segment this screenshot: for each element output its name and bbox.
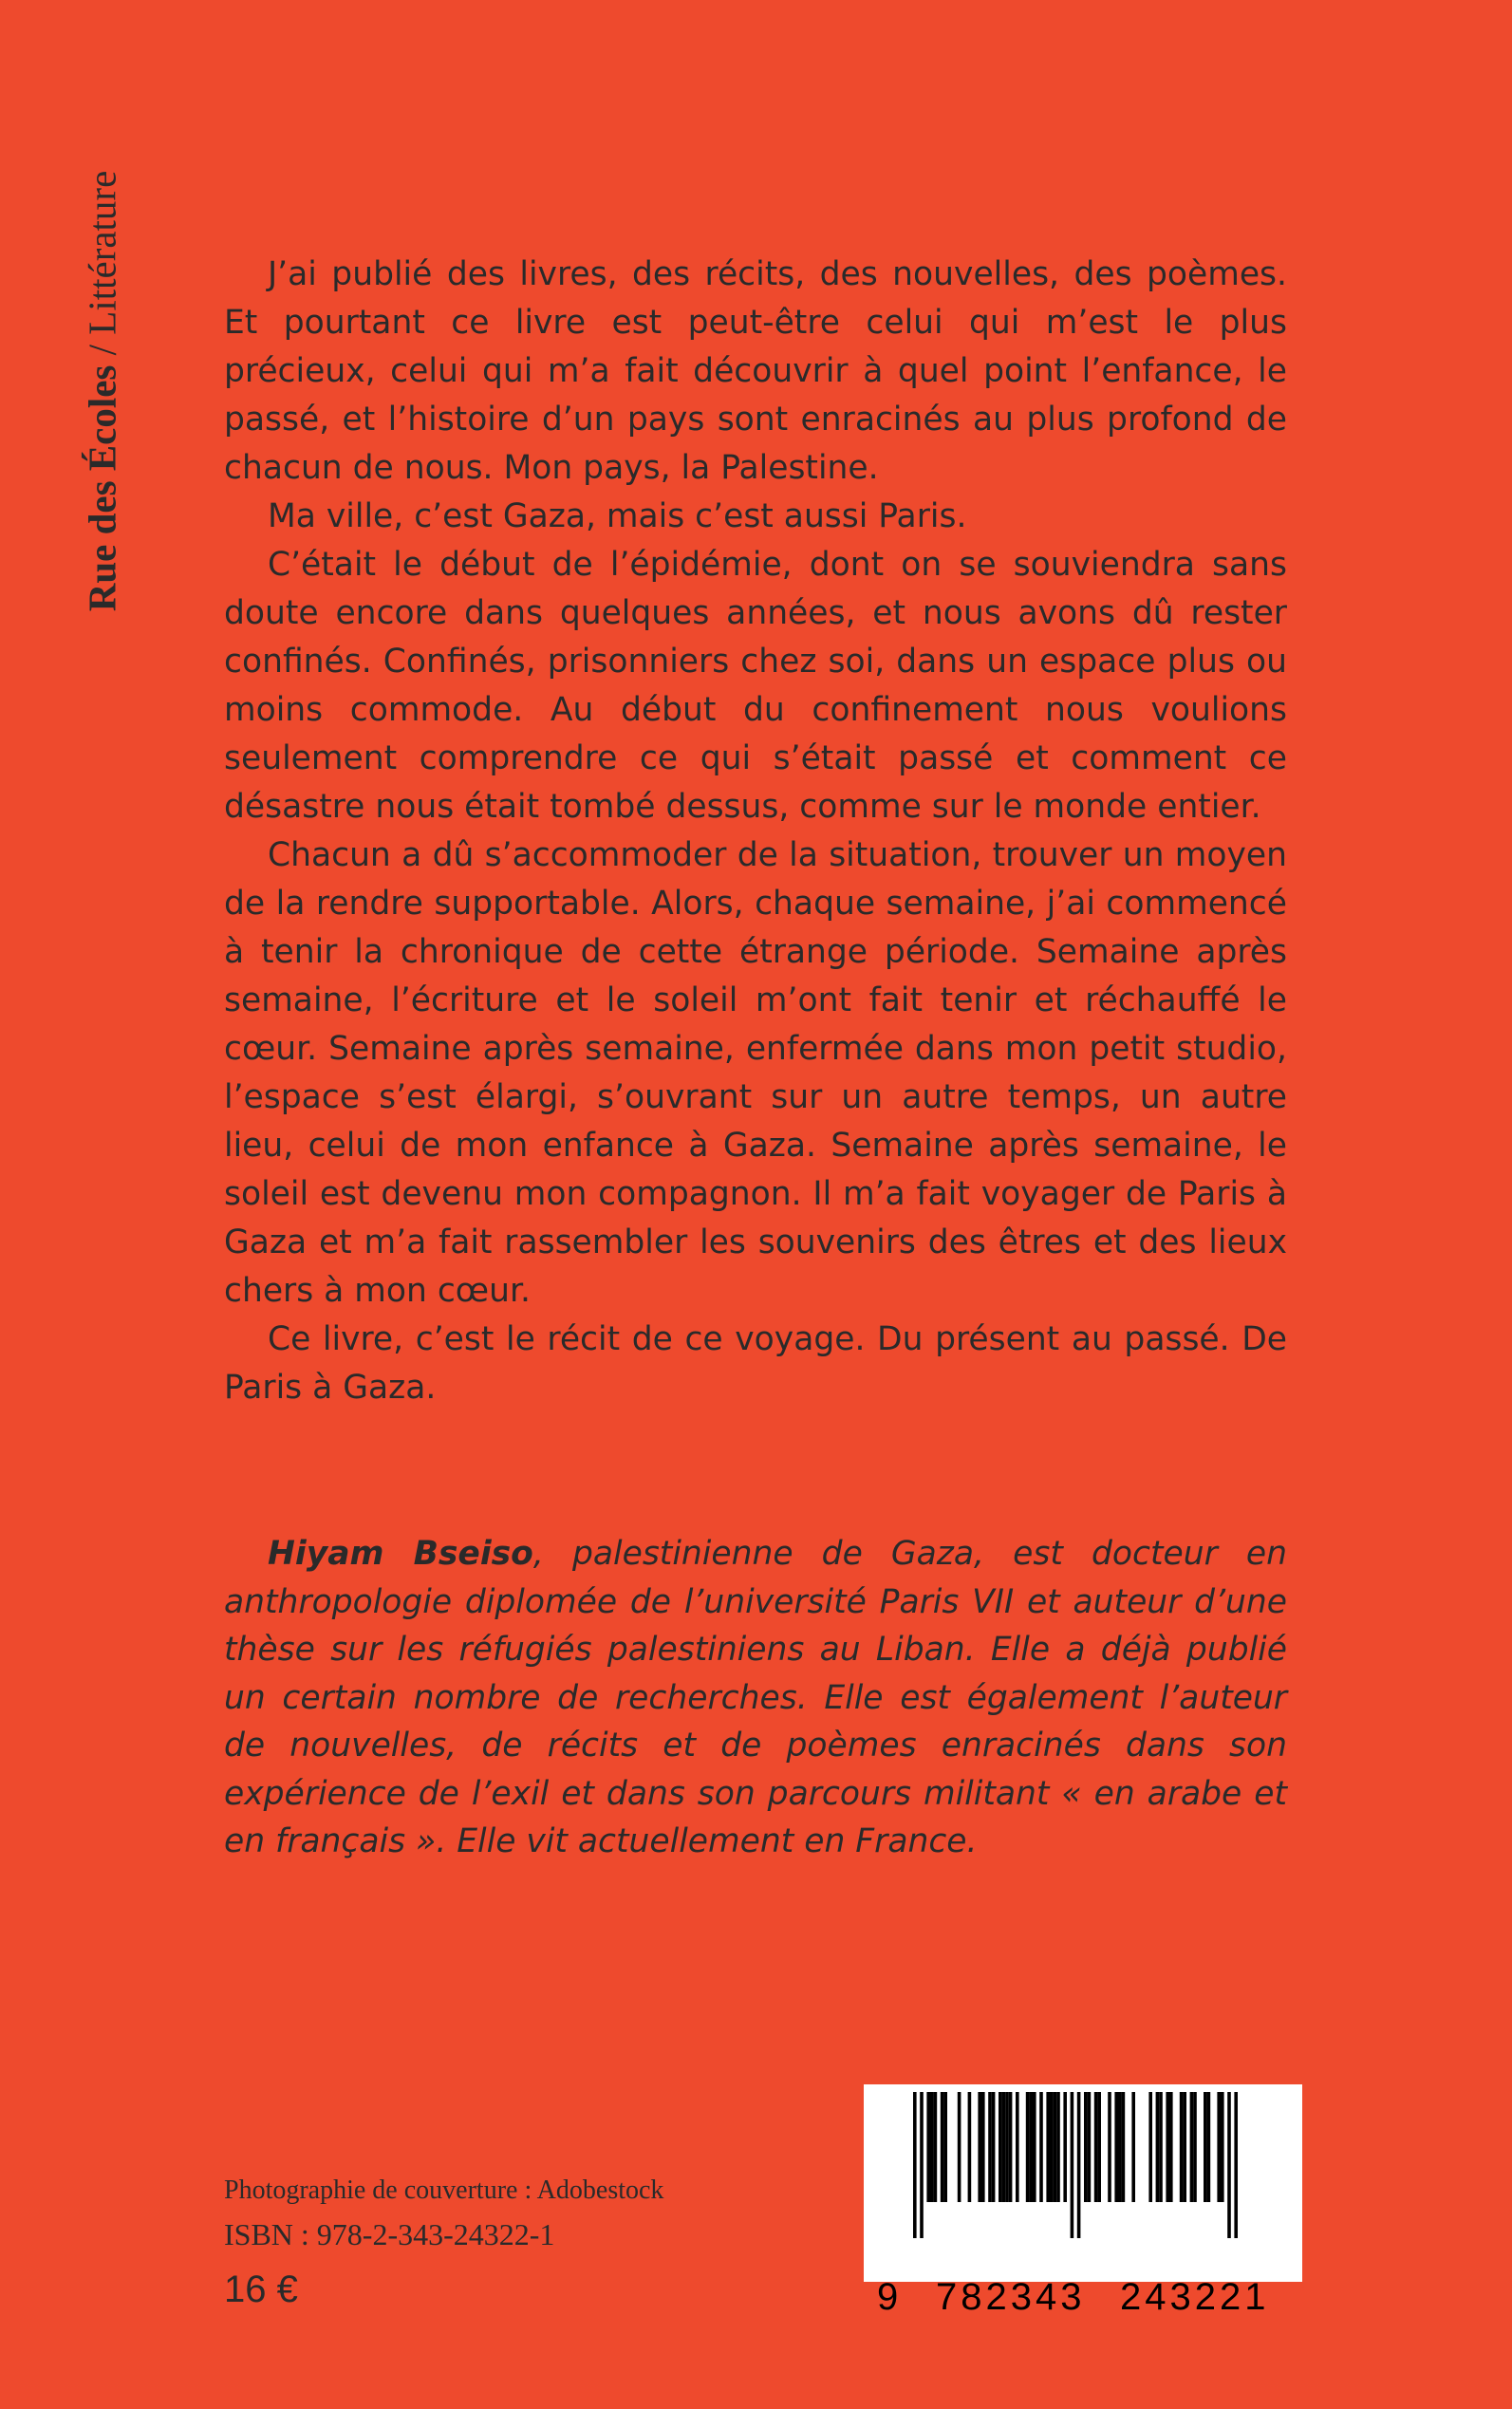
collection-name: Littérature: [80, 170, 124, 335]
series-title: [79, 171, 124, 612]
barcode-bar: [1148, 2092, 1152, 2202]
barcode-bar: [1108, 2092, 1111, 2202]
barcode-bar: [1169, 2092, 1173, 2202]
barcode-bar: [1190, 2092, 1194, 2202]
barcode-bar: [920, 2092, 924, 2238]
barcode-bar: [1097, 2092, 1101, 2202]
barcode-bar: [1009, 2092, 1013, 2202]
barcode-lead-digit: 9: [877, 2276, 899, 2318]
spine-label: [57, 106, 146, 676]
barcode-bar: [958, 2092, 961, 2202]
author-name: Hiyam Bseiso: [268, 1535, 533, 1573]
blurb-paragraph: Ma ville, c’est Gaza, mais c’est aussi Paris.: [268, 497, 967, 535]
barcode-bar: [1050, 2092, 1054, 2202]
barcode-bar: [1046, 2092, 1050, 2202]
barcode-bar: [1156, 2092, 1160, 2202]
barcode-bar: [934, 2092, 938, 2202]
barcode-bar: [1088, 2092, 1092, 2202]
photo-credit: Photographie de couverture : Adobestock: [224, 2176, 664, 2205]
barcode-bar: [1234, 2092, 1238, 2238]
barcode-bar: [992, 2092, 996, 2202]
barcode-bar: [1054, 2092, 1057, 2202]
barcode-bar: [1131, 2092, 1135, 2202]
barcode-bar: [1122, 2092, 1126, 2202]
barcode-bar: [930, 2092, 934, 2202]
barcode-bar: [1002, 2092, 1006, 2202]
author-bio-text: , palestinienne de Gaza, est docteur en anthropologie diplomée de l’université Paris VII et auteur d’une thèse sur les réfugiés palestiniens au Liban. Elle a déjà publié un certain nombre de recherches. Elle est également l’auteur de nouvelles, de récits et de poèmes enracinés dans son expérience de l’exil et dans son parcours militant « en arabe et en français ». Elle vit actuellement en France.: [224, 1535, 1287, 1860]
barcode-bar: [1227, 2092, 1231, 2238]
barcode-bar: [999, 2092, 1002, 2202]
barcode-bar: [1056, 2092, 1060, 2202]
barcode-bar: [1221, 2092, 1224, 2202]
barcode-bar: [978, 2092, 981, 2202]
barcode-bar: [926, 2092, 930, 2202]
barcode-bar: [1005, 2092, 1009, 2202]
barcode-bar: [981, 2092, 985, 2202]
barcode-bar: [1204, 2092, 1207, 2202]
barcode-bar: [1166, 2092, 1169, 2202]
barcode-bar: [1084, 2092, 1088, 2202]
barcode-bar: [1217, 2092, 1221, 2202]
blurb-paragraph: C’était le début de l’épidémie, dont on se souviendra sans doute encore dans quelques années, et nous avons dû rester confinés. Confinés, prisonniers chez soi, dans un espace plus ou moins commode. Au début du confinement nous voulions seulement comprendre ce qui s’était passé et comment ce désastre nous était tombé dessus, comme sur le monde entier.: [224, 546, 1287, 826]
price: 16 €: [224, 2269, 298, 2310]
isbn: ISBN : 978-2-343-24322-1: [224, 2217, 555, 2251]
barcode-bar: [1071, 2092, 1074, 2238]
barcode-bar: [1180, 2092, 1184, 2202]
barcode-bars: [864, 2084, 1302, 2238]
author-bio-paragraph: [224, 1530, 1287, 1866]
series-separator: /: [80, 334, 124, 365]
barcode: [864, 2084, 1302, 2318]
barcode-bar: [1159, 2092, 1163, 2202]
barcode-bar: [1114, 2092, 1118, 2202]
barcode-bar: [988, 2092, 992, 2202]
back-cover-blurb: [224, 251, 1287, 1412]
author-bio: [224, 1530, 1287, 1866]
barcode-bar: [968, 2092, 972, 2202]
barcode-bar: [1193, 2092, 1197, 2202]
credits-block: [224, 2172, 663, 2314]
blurb-paragraph: Chacun a dû s’accommoder de la situation, trouver un moyen de la rendre supportable. Alors, chaque semaine, j’ai commencé à tenir la chronique de cette étrange période. Semaine après semaine, l’écriture et le soleil m’ont fait tenir et réchauffé le cœur. Semaine après semaine, enfermée dans mon petit studio, l’espace s’est élargi, s’ouvrant sur un autre temps, un autre lieu, celui de mon enfance à Gaza. Semaine après semaine, le soleil est devenu mon compagnon. Il m’a fait voyager de Paris à Gaza et m’a fait rassembler les souvenirs des êtres et des lieux chers à mon cœur.: [224, 836, 1287, 1310]
barcode-bar: [1033, 2092, 1036, 2202]
barcode-bar: [1026, 2092, 1030, 2202]
barcode-bar: [1016, 2092, 1019, 2202]
barcode-bar: [1077, 2092, 1081, 2238]
barcode-bar: [1118, 2092, 1122, 2202]
blurb-paragraph: Ce livre, c’est le récit de ce voyage. Du présent au passé. De Paris à Gaza.: [224, 1320, 1287, 1407]
barcode-bar: [1094, 2092, 1098, 2202]
barcode-group-1: 782343: [936, 2276, 1086, 2318]
barcode-group-2: 243221: [1120, 2276, 1270, 2318]
barcode-bar: [1029, 2092, 1033, 2202]
barcode-bar: [913, 2092, 917, 2238]
barcode-bar: [1183, 2092, 1186, 2202]
series-name: Rue des Écoles: [80, 364, 124, 612]
barcode-bar: [1039, 2092, 1043, 2202]
blurb-paragraph: J’ai publié des livres, des récits, des nouvelles, des poèmes. Et pourtant ce livre est peut-être celui qui m’est le plus précieux, celui qui m’a fait découvrir à quel point l’enfance, le passé, et l’histoire d’un pays sont enracinés au plus profond de chacun de nous. Mon pays, la Palestine.: [224, 255, 1287, 487]
barcode-bar: [943, 2092, 947, 2202]
barcode-bar: [941, 2092, 944, 2202]
barcode-bar: [1063, 2092, 1067, 2202]
barcode-bar: [1207, 2092, 1211, 2202]
